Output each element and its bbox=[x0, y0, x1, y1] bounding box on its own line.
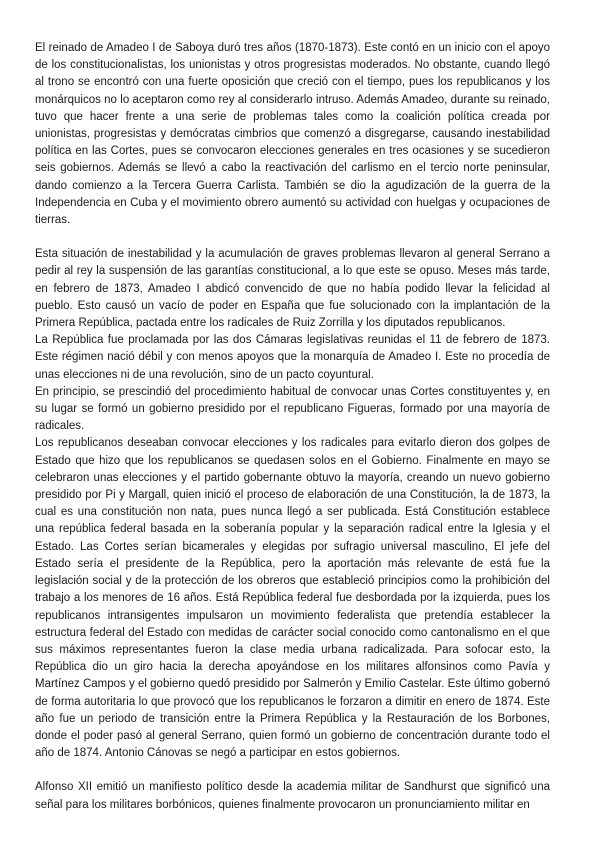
paragraph-alfonso-xii: Alfonso XII emitió un manifiesto político desde la academia militar de Sandhurst que significó una señal para los militares borbónicos, quienes finalmente provocaron un pronunciamiento militar en bbox=[35, 781, 550, 811]
paragraph-republican-government: Los republicanos deseaban convocar elecciones y los radicales para evitarlo dieron dos golpes de Estado que hizo que los republicanos se quedasen solos en el Gobierno. Finalmente en mayo se celebraron unas elecciones y el partido gobernante obtuvo la mayoría, creando un nuevo gobierno presidido por Pi y Margall, quien inició el proceso de elaboración de una Constitución, la de 1873, la cual es una constitución non nata, pues nunca llegó a ser publicada. Está Constitución establece una república federal basada en la soberanía popular y la separación radical entre la Iglesia y el Estado. Las Cortes serían bicamerales y elegidas por sufragio universal masculino, El jefe del Estado sería el presidente de la República, pero la aportación más relevante de está fue la legislación social y de la protección de los obreros que estableció principios como la prohibición del trabajo a los menores de 16 años. Está República federal fue desbordada por la izquierda, pues los republicanos intransigentes impulsaron un movimiento federalista que pretendía establecer la estructura federal del Estado con medidas de carácter social conocido como cantonalismo en el que sus máximos representantes fueron la clase media urbana radicalizada. Para sofocar esto, la República dio un giro hacia la derecha apoyándose en los militares alfonsinos como Pavía y Martínez Campos y el gobierno quedó presidido por Salmerón y Emilio Castelar. Este último gobernó de forma autoritaria lo que provocó que los republicanos le forzaron a dimitir en enero de 1874. Este año fue un periodo de transición entre la Primera República y la Restauración de los Borbones, donde el poder pasó al general Serrano, quien formó un gobierno de concentración durante todo el año de 1874. Antonio Cánovas se negó a participar en estos gobiernos. bbox=[35, 437, 550, 760]
paragraph-republic-proclaimed: La República fue proclamada por las dos Cámaras legislativas reunidas el 11 de febrero de 1873. Este régimen nació débil y con menos apoyos que la monarquía de Amadeo I. Este no procedía de unas elecciones ni de una revolución, sino de un pacto coyuntural. bbox=[35, 334, 550, 381]
paragraph-amadeo-reign: El reinado de Amadeo I de Saboya duró tres años (1870-1873). Este contó en un inicio con el apoyo de los constitucionalistas, los unionistas y otros progresistas moderados. No obstante, cuando llegó al trono se encontró con una fuerte oposición que creció con el tiempo, pues los republicanos y los monárquicos no lo aceptaron como rey al considerarlo intruso. Además Amadeo, durante su reinado, tuvo que hacer frente a una serie de problemas tales como la coalición política creada por unionistas, progresistas y demócratas cimbrios que comenzó a disgregarse, causando inestabilidad política en las Cortes, pues se convocaron elecciones generales en tres ocasiones y se sucedieron seis gobiernos. Además se llevó a cabo la reactivación del carlismo en el tercio norte peninsular, dando comienzo a la Tercera Guerra Carlista. También se dio la agudización de la guerra de la Independencia en Cuba y el movimiento obrero aumentó su actividad con huelgas y ocupaciones de tierras. bbox=[35, 42, 550, 227]
paragraph-figueras-government: En principio, se prescindió del procedimiento habitual de convocar unas Cortes constituyentes y, en su lugar se formó un gobierno presidido por el republicano Figueras, formado por una mayoría de radicales. bbox=[35, 385, 550, 433]
paragraph-instability: Esta situación de inestabilidad y la acumulación de graves problemas llevaron al general Serrano a pedir al rey la suspensión de las garantías constitucional, a lo que este se opuso. Meses más tarde, en febrero de 1873, Amadeo I abdicó convencido de que no había podido llevar la felicidad al pueblo. Esto causó un vacío de poder en España que fue solucionado con la implantación de la Primera República, pactada entre los radicales de Ruiz Zorrilla y los diputados republicanos. bbox=[35, 248, 550, 330]
